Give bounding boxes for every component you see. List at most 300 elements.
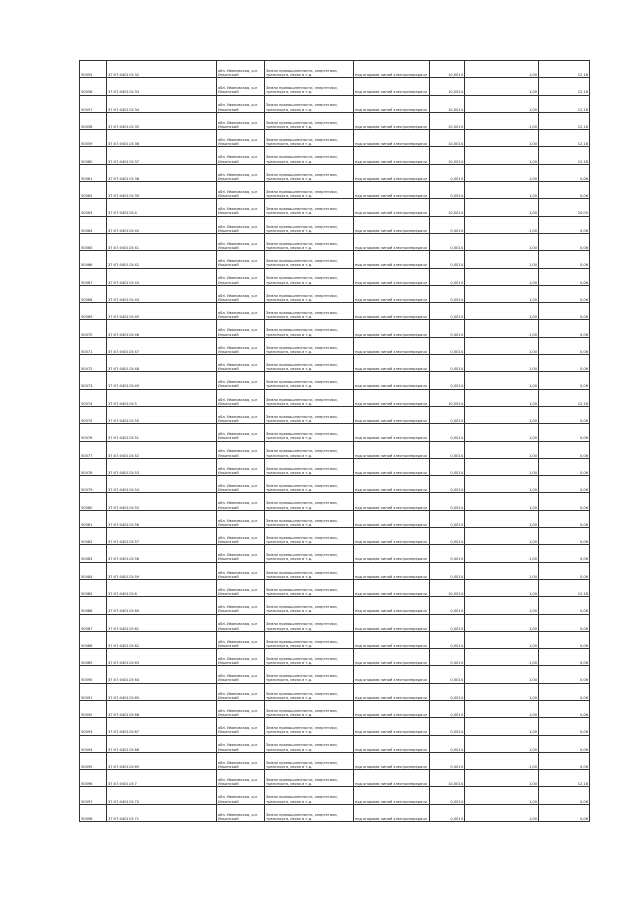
- value-cell: 12,18: [539, 78, 590, 95]
- address-cell: обл. Ивановская, р-н Ильинский: [217, 752, 265, 769]
- value-cell: 12,18: [539, 112, 590, 129]
- land-category-cell: Земли промышленности, энергетики, транспорта, связи и т.д.: [265, 61, 354, 78]
- coefficient-cell: 1,00: [465, 130, 539, 147]
- coefficient-cell: 1,00: [465, 78, 539, 95]
- coefficient-cell: 1,00: [465, 735, 539, 752]
- table-row: [80, 770, 590, 787]
- permitted-use-cell: под опорами линий электропередачи: [354, 112, 430, 129]
- table-row: [80, 130, 590, 147]
- address-cell: обл. Ивановская, р-н Ильинский: [217, 787, 265, 804]
- cadastral-number-cell: 37:07:040115:63: [107, 649, 217, 666]
- coefficient-cell: 1,00: [465, 216, 539, 233]
- cadastral-number-cell: 37:07:040115:35: [107, 112, 217, 129]
- table-row: [80, 389, 590, 406]
- coefficient-cell: 1,00: [465, 147, 539, 164]
- row-id-cell: 50095: [80, 752, 107, 769]
- table-row: [80, 528, 590, 545]
- area-cell: 0,0014: [430, 493, 465, 510]
- table-row: [80, 476, 590, 493]
- cadastral-number-cell: 37:07:040115:48: [107, 355, 217, 372]
- row-id-cell: 50076: [80, 424, 107, 441]
- cadastral-number-cell: 37:07:040115:53: [107, 458, 217, 475]
- permitted-use-cell: под опорами линий электропередачи: [354, 787, 430, 804]
- address-cell: обл. Ивановская, р-н Ильинский: [217, 285, 265, 302]
- area-cell: 0,0014: [430, 355, 465, 372]
- table-row: [80, 199, 590, 216]
- value-cell: 0,06: [539, 303, 590, 320]
- permitted-use-cell: под опорами линий электропередачи: [354, 337, 430, 354]
- row-id-cell: 50072: [80, 355, 107, 372]
- row-id-cell: 50069: [80, 303, 107, 320]
- address-cell: обл. Ивановская, р-н Ильинский: [217, 233, 265, 250]
- permitted-use-cell: под опорами линий электропередачи: [354, 597, 430, 614]
- value-cell: 0,06: [539, 528, 590, 545]
- permitted-use-cell: под опорами линий электропередачи: [354, 666, 430, 683]
- value-cell: 0,06: [539, 493, 590, 510]
- row-id-cell: 50062: [80, 182, 107, 199]
- land-category-cell: Земли промышленности, энергетики, транспорта, связи и т.д.: [265, 510, 354, 527]
- table-row: [80, 268, 590, 285]
- table-row: [80, 441, 590, 458]
- land-category-cell: Земли промышленности, энергетики, транспорта, связи и т.д.: [265, 718, 354, 735]
- value-cell: 0,06: [539, 562, 590, 579]
- land-category-cell: Земли промышленности, энергетики, транспорта, связи и т.д.: [265, 700, 354, 717]
- value-cell: 0,06: [539, 164, 590, 181]
- address-cell: обл. Ивановская, р-н Ильинский: [217, 476, 265, 493]
- cadastral-number-cell: 37:07:040115:55: [107, 493, 217, 510]
- permitted-use-cell: под опорами линий электропередачи: [354, 545, 430, 562]
- row-id-cell: 50085: [80, 579, 107, 596]
- permitted-use-cell: под опорами линий электропередачи: [354, 631, 430, 648]
- coefficient-cell: 1,00: [465, 649, 539, 666]
- area-cell: 0,0014: [430, 649, 465, 666]
- coefficient-cell: 1,00: [465, 251, 539, 268]
- permitted-use-cell: под опорами линий электропередачи: [354, 95, 430, 112]
- coefficient-cell: 1,00: [465, 666, 539, 683]
- cadastral-number-cell: 37:07:040115:46: [107, 320, 217, 337]
- cadastral-number-cell: 37:07:040115:36: [107, 130, 217, 147]
- area-cell: 0,0014: [430, 787, 465, 804]
- row-id-cell: 50088: [80, 631, 107, 648]
- value-cell: 0,06: [539, 182, 590, 199]
- address-cell: обл. Ивановская, р-н Ильинский: [217, 597, 265, 614]
- row-id-cell: 50090: [80, 666, 107, 683]
- row-id-cell: 50074: [80, 389, 107, 406]
- row-id-cell: 50070: [80, 320, 107, 337]
- land-category-cell: Земли промышленности, энергетики, транспорта, связи и т.д.: [265, 458, 354, 475]
- address-cell: обл. Ивановская, р-н Ильинский: [217, 649, 265, 666]
- area-cell: 0,0014: [430, 631, 465, 648]
- value-cell: 0,06: [539, 406, 590, 423]
- row-id-cell: 50057: [80, 95, 107, 112]
- value-cell: 12,18: [539, 147, 590, 164]
- cadastral-number-cell: 37:07:040115:49: [107, 372, 217, 389]
- cadastral-number-cell: 37:07:040115:69: [107, 752, 217, 769]
- permitted-use-cell: под опорами линий электропередачи: [354, 199, 430, 216]
- address-cell: обл. Ивановская, р-н Ильинский: [217, 164, 265, 181]
- address-cell: обл. Ивановская, р-н Ильинский: [217, 372, 265, 389]
- cadastral-number-cell: 37:07:040115:54: [107, 476, 217, 493]
- land-category-cell: Земли промышленности, энергетики, транспорта, связи и т.д.: [265, 112, 354, 129]
- land-category-cell: Земли промышленности, энергетики, транспорта, связи и т.д.: [265, 787, 354, 804]
- row-id-cell: 50065: [80, 233, 107, 250]
- coefficient-cell: 1,00: [465, 787, 539, 804]
- address-cell: обл. Ивановская, р-н Ильинский: [217, 130, 265, 147]
- permitted-use-cell: под опорами линий электропередачи: [354, 683, 430, 700]
- value-cell: 0,06: [539, 355, 590, 372]
- land-category-cell: Земли промышленности, энергетики, транспорта, связи и т.д.: [265, 804, 354, 821]
- address-cell: обл. Ивановская, р-н Ильинский: [217, 216, 265, 233]
- row-id-cell: 50064: [80, 216, 107, 233]
- cadastral-number-cell: 37:07:040115:5: [107, 389, 217, 406]
- area-cell: 0,0014: [430, 597, 465, 614]
- coefficient-cell: 1,00: [465, 510, 539, 527]
- row-id-cell: 50078: [80, 458, 107, 475]
- value-cell: 0,06: [539, 700, 590, 717]
- row-id-cell: 50067: [80, 268, 107, 285]
- table-row: [80, 562, 590, 579]
- land-category-cell: Земли промышленности, энергетики, транспорта, связи и т.д.: [265, 130, 354, 147]
- cadastral-number-cell: 37:07:040115:4: [107, 199, 217, 216]
- area-cell: 0,0014: [430, 804, 465, 821]
- land-category-cell: Земли промышленности, энергетики, транспорта, связи и т.д.: [265, 268, 354, 285]
- cadastral-number-cell: 37:07:040115:65: [107, 683, 217, 700]
- address-cell: обл. Ивановская, р-н Ильинский: [217, 614, 265, 631]
- area-cell: 0,0014: [430, 268, 465, 285]
- table-row: [80, 666, 590, 683]
- table-row: [80, 597, 590, 614]
- area-cell: 10,0014: [430, 78, 465, 95]
- table-body: [80, 61, 590, 822]
- value-cell: 0,06: [539, 372, 590, 389]
- permitted-use-cell: под опорами линий электропередачи: [354, 476, 430, 493]
- area-cell: 0,0014: [430, 510, 465, 527]
- row-id-cell: 50092: [80, 700, 107, 717]
- coefficient-cell: 1,00: [465, 268, 539, 285]
- cadastral-number-cell: 37:07:040115:66: [107, 700, 217, 717]
- permitted-use-cell: под опорами линий электропередачи: [354, 355, 430, 372]
- land-category-cell: Земли промышленности, энергетики, транспорта, связи и т.д.: [265, 355, 354, 372]
- land-category-cell: Земли промышленности, энергетики, транспорта, связи и т.д.: [265, 752, 354, 769]
- land-category-cell: Земли промышленности, энергетики, транспорта, связи и т.д.: [265, 147, 354, 164]
- area-cell: 0,0014: [430, 406, 465, 423]
- permitted-use-cell: под опорами линий электропередачи: [354, 251, 430, 268]
- area-cell: 0,0014: [430, 545, 465, 562]
- coefficient-cell: 1,00: [465, 528, 539, 545]
- row-id-cell: 50058: [80, 112, 107, 129]
- address-cell: обл. Ивановская, р-н Ильинский: [217, 545, 265, 562]
- address-cell: обл. Ивановская, р-н Ильинский: [217, 718, 265, 735]
- land-category-cell: Земли промышленности, энергетики, транспорта, связи и т.д.: [265, 562, 354, 579]
- coefficient-cell: 1,00: [465, 303, 539, 320]
- row-id-cell: 50087: [80, 614, 107, 631]
- area-cell: 10,0014: [430, 130, 465, 147]
- permitted-use-cell: под опорами линий электропередачи: [354, 441, 430, 458]
- permitted-use-cell: под опорами линий электропередачи: [354, 372, 430, 389]
- permitted-use-cell: под опорами линий электропередачи: [354, 406, 430, 423]
- coefficient-cell: 1,00: [465, 631, 539, 648]
- area-cell: 10,0014: [430, 112, 465, 129]
- cadastral-number-cell: 37:07:040115:34: [107, 95, 217, 112]
- address-cell: обл. Ивановская, р-н Ильинский: [217, 406, 265, 423]
- coefficient-cell: 1,00: [465, 112, 539, 129]
- area-cell: 10,0014: [430, 61, 465, 78]
- cadastral-number-cell: 37:07:040115:50: [107, 406, 217, 423]
- cadastral-number-cell: 37:07:040115:70: [107, 787, 217, 804]
- permitted-use-cell: под опорами линий электропередачи: [354, 770, 430, 787]
- land-category-cell: Земли промышленности, энергетики, транспорта, связи и т.д.: [265, 528, 354, 545]
- land-category-cell: Земли промышленности, энергетики, транспорта, связи и т.д.: [265, 251, 354, 268]
- land-category-cell: Земли промышленности, энергетики, транспорта, связи и т.д.: [265, 216, 354, 233]
- row-id-cell: 50082: [80, 528, 107, 545]
- land-category-cell: Земли промышленности, энергетики, транспорта, связи и т.д.: [265, 545, 354, 562]
- permitted-use-cell: под опорами линий электропередачи: [354, 285, 430, 302]
- value-cell: 0,06: [539, 233, 590, 250]
- table-row: [80, 510, 590, 527]
- cadastral-number-cell: 37:07:040115:39: [107, 182, 217, 199]
- address-cell: обл. Ивановская, р-н Ильинский: [217, 528, 265, 545]
- address-cell: обл. Ивановская, р-н Ильинский: [217, 303, 265, 320]
- value-cell: 0,06: [539, 285, 590, 302]
- table-row: [80, 545, 590, 562]
- area-cell: 0,0014: [430, 285, 465, 302]
- address-cell: обл. Ивановская, р-н Ильинский: [217, 700, 265, 717]
- land-category-cell: Земли промышленности, энергетики, транспорта, связи и т.д.: [265, 476, 354, 493]
- coefficient-cell: 1,00: [465, 597, 539, 614]
- address-cell: обл. Ивановская, р-н Ильинский: [217, 735, 265, 752]
- permitted-use-cell: под опорами линий электропередачи: [354, 804, 430, 821]
- value-cell: 0,06: [539, 251, 590, 268]
- row-id-cell: 50083: [80, 545, 107, 562]
- permitted-use-cell: под опорами линий электропередачи: [354, 233, 430, 250]
- value-cell: 0,06: [539, 752, 590, 769]
- value-cell: 0,06: [539, 666, 590, 683]
- row-id-cell: 50063: [80, 199, 107, 216]
- cadastral-number-cell: 37:07:040115:7: [107, 770, 217, 787]
- table-row: [80, 337, 590, 354]
- value-cell: 0,06: [539, 458, 590, 475]
- table-row: [80, 614, 590, 631]
- table-row: [80, 649, 590, 666]
- coefficient-cell: 1,00: [465, 285, 539, 302]
- address-cell: обл. Ивановская, р-н Ильинский: [217, 268, 265, 285]
- land-category-cell: Земли промышленности, энергетики, транспорта, связи и т.д.: [265, 164, 354, 181]
- table-row: [80, 424, 590, 441]
- cadastral-number-cell: 37:07:040115:58: [107, 545, 217, 562]
- permitted-use-cell: под опорами линий электропередачи: [354, 562, 430, 579]
- area-cell: 0,0014: [430, 424, 465, 441]
- table-row: [80, 752, 590, 769]
- area-cell: 0,0014: [430, 458, 465, 475]
- land-category-cell: Земли промышленности, энергетики, транспорта, связи и т.д.: [265, 320, 354, 337]
- permitted-use-cell: под опорами линий электропередачи: [354, 752, 430, 769]
- coefficient-cell: 1,00: [465, 770, 539, 787]
- permitted-use-cell: под опорами линий электропередачи: [354, 268, 430, 285]
- cadastral-number-cell: 37:07:040115:51: [107, 424, 217, 441]
- area-cell: 10,0014: [430, 579, 465, 596]
- permitted-use-cell: под опорами линий электропередачи: [354, 649, 430, 666]
- row-id-cell: 50075: [80, 406, 107, 423]
- permitted-use-cell: под опорами линий электропередачи: [354, 303, 430, 320]
- permitted-use-cell: под опорами линий электропередачи: [354, 528, 430, 545]
- land-category-cell: Земли промышленности, энергетики, транспорта, связи и т.д.: [265, 683, 354, 700]
- coefficient-cell: 1,00: [465, 320, 539, 337]
- table-row: [80, 303, 590, 320]
- value-cell: 0,06: [539, 337, 590, 354]
- row-id-cell: 50096: [80, 770, 107, 787]
- value-cell: 12,18: [539, 130, 590, 147]
- table-row: [80, 147, 590, 164]
- coefficient-cell: 1,00: [465, 389, 539, 406]
- value-cell: 12,18: [539, 61, 590, 78]
- land-category-cell: Земли промышленности, энергетики, транспорта, связи и т.д.: [265, 233, 354, 250]
- coefficient-cell: 1,00: [465, 683, 539, 700]
- land-category-cell: Земли промышленности, энергетики, транспорта, связи и т.д.: [265, 389, 354, 406]
- row-id-cell: 50059: [80, 130, 107, 147]
- area-cell: 0,0014: [430, 666, 465, 683]
- cadastral-number-cell: 37:07:040115:59: [107, 562, 217, 579]
- permitted-use-cell: под опорами линий электропередачи: [354, 216, 430, 233]
- row-id-cell: 50089: [80, 649, 107, 666]
- value-cell: 0,06: [539, 683, 590, 700]
- value-cell: 0,06: [539, 476, 590, 493]
- row-id-cell: 50068: [80, 285, 107, 302]
- row-id-cell: 50097: [80, 787, 107, 804]
- permitted-use-cell: под опорами линий электропередачи: [354, 389, 430, 406]
- area-cell: 0,0014: [430, 562, 465, 579]
- area-cell: 0,0014: [430, 528, 465, 545]
- value-cell: 0,06: [539, 320, 590, 337]
- area-cell: 10,0014: [430, 147, 465, 164]
- row-id-cell: 50060: [80, 147, 107, 164]
- row-id-cell: 50079: [80, 476, 107, 493]
- table-row: [80, 735, 590, 752]
- land-category-cell: Земли промышленности, энергетики, транспорта, связи и т.д.: [265, 770, 354, 787]
- table-row: [80, 355, 590, 372]
- coefficient-cell: 1,00: [465, 752, 539, 769]
- table-row: [80, 700, 590, 717]
- coefficient-cell: 1,00: [465, 579, 539, 596]
- value-cell: 0,06: [539, 649, 590, 666]
- table-row: [80, 320, 590, 337]
- value-cell: 0,06: [539, 735, 590, 752]
- area-cell: 10,0014: [430, 95, 465, 112]
- area-cell: 0,0014: [430, 303, 465, 320]
- row-id-cell: 50093: [80, 718, 107, 735]
- address-cell: обл. Ивановская, р-н Ильинский: [217, 182, 265, 199]
- value-cell: 0,06: [539, 787, 590, 804]
- land-category-cell: Земли промышленности, энергетики, транспорта, связи и т.д.: [265, 372, 354, 389]
- address-cell: обл. Ивановская, р-н Ильинский: [217, 631, 265, 648]
- land-category-cell: Земли промышленности, энергетики, транспорта, связи и т.д.: [265, 337, 354, 354]
- row-id-cell: 50081: [80, 510, 107, 527]
- address-cell: обл. Ивановская, р-н Ильинский: [217, 666, 265, 683]
- value-cell: 0,06: [539, 718, 590, 735]
- table-row: [80, 683, 590, 700]
- row-id-cell: 50086: [80, 597, 107, 614]
- row-id-cell: 50091: [80, 683, 107, 700]
- area-cell: 10,0014: [430, 770, 465, 787]
- value-cell: 0,06: [539, 545, 590, 562]
- permitted-use-cell: под опорами линий электропередачи: [354, 61, 430, 78]
- table-row: [80, 182, 590, 199]
- row-id-cell: 50098: [80, 804, 107, 821]
- permitted-use-cell: под опорами линий электропередачи: [354, 493, 430, 510]
- coefficient-cell: 1,00: [465, 372, 539, 389]
- cadastral-number-cell: 37:07:040115:45: [107, 303, 217, 320]
- table-row: [80, 787, 590, 804]
- permitted-use-cell: под опорами линий электропередачи: [354, 718, 430, 735]
- address-cell: обл. Ивановская, р-н Ильинский: [217, 683, 265, 700]
- area-cell: 0,0014: [430, 372, 465, 389]
- table-row: [80, 579, 590, 596]
- value-cell: 12,18: [539, 579, 590, 596]
- row-id-cell: 50084: [80, 562, 107, 579]
- land-category-cell: Земли промышленности, энергетики, транспорта, связи и т.д.: [265, 95, 354, 112]
- permitted-use-cell: под опорами линий электропередачи: [354, 700, 430, 717]
- permitted-use-cell: под опорами линий электропередачи: [354, 78, 430, 95]
- coefficient-cell: 1,00: [465, 545, 539, 562]
- area-cell: 0,0014: [430, 337, 465, 354]
- table-row: [80, 372, 590, 389]
- land-category-cell: Земли промышленности, энергетики, транспорта, связи и т.д.: [265, 441, 354, 458]
- address-cell: обл. Ивановская, р-н Ильинский: [217, 458, 265, 475]
- row-id-cell: 50080: [80, 493, 107, 510]
- address-cell: обл. Ивановская, р-н Ильинский: [217, 78, 265, 95]
- table-row: [80, 216, 590, 233]
- table-row: [80, 718, 590, 735]
- cadastral-number-cell: 37:07:040115:56: [107, 510, 217, 527]
- area-cell: 0,0014: [430, 476, 465, 493]
- land-category-cell: Земли промышленности, энергетики, транспорта, связи и т.д.: [265, 631, 354, 648]
- address-cell: обл. Ивановская, р-н Ильинский: [217, 320, 265, 337]
- coefficient-cell: 1,00: [465, 61, 539, 78]
- permitted-use-cell: под опорами линий электропередачи: [354, 458, 430, 475]
- land-category-cell: Земли промышленности, энергетики, транспорта, связи и т.д.: [265, 579, 354, 596]
- value-cell: 0,06: [539, 631, 590, 648]
- land-category-cell: Земли промышленности, энергетики, транспорта, связи и т.д.: [265, 735, 354, 752]
- address-cell: обл. Ивановская, р-н Ильинский: [217, 355, 265, 372]
- row-id-cell: 50077: [80, 441, 107, 458]
- address-cell: обл. Ивановская, р-н Ильинский: [217, 337, 265, 354]
- address-cell: обл. Ивановская, р-н Ильинский: [217, 251, 265, 268]
- cadastral-number-cell: 37:07:040115:52: [107, 441, 217, 458]
- land-category-cell: Земли промышленности, энергетики, транспорта, связи и т.д.: [265, 182, 354, 199]
- table-row: [80, 95, 590, 112]
- area-cell: 0,0014: [430, 441, 465, 458]
- coefficient-cell: 1,00: [465, 804, 539, 821]
- area-cell: 0,0014: [430, 251, 465, 268]
- area-cell: 0,0014: [430, 233, 465, 250]
- land-category-cell: Земли промышленности, энергетики, транспорта, связи и т.д.: [265, 199, 354, 216]
- area-cell: 0,0014: [430, 182, 465, 199]
- coefficient-cell: 1,00: [465, 199, 539, 216]
- value-cell: 0,06: [539, 424, 590, 441]
- cadastral-number-cell: 37:07:040115:38: [107, 164, 217, 181]
- value-cell: 0,06: [539, 216, 590, 233]
- land-category-cell: Земли промышленности, энергетики, транспорта, связи и т.д.: [265, 406, 354, 423]
- land-category-cell: Земли промышленности, энергетики, транспорта, связи и т.д.: [265, 78, 354, 95]
- coefficient-cell: 1,00: [465, 493, 539, 510]
- coefficient-cell: 1,00: [465, 476, 539, 493]
- table-row: [80, 233, 590, 250]
- cadastral-number-cell: 37:07:040115:32: [107, 61, 217, 78]
- value-cell: 20,00: [539, 199, 590, 216]
- cadastral-number-cell: 37:07:040115:40: [107, 216, 217, 233]
- permitted-use-cell: под опорами линий электропередачи: [354, 164, 430, 181]
- area-cell: 0,0014: [430, 735, 465, 752]
- land-category-cell: Земли промышленности, энергетики, транспорта, связи и т.д.: [265, 303, 354, 320]
